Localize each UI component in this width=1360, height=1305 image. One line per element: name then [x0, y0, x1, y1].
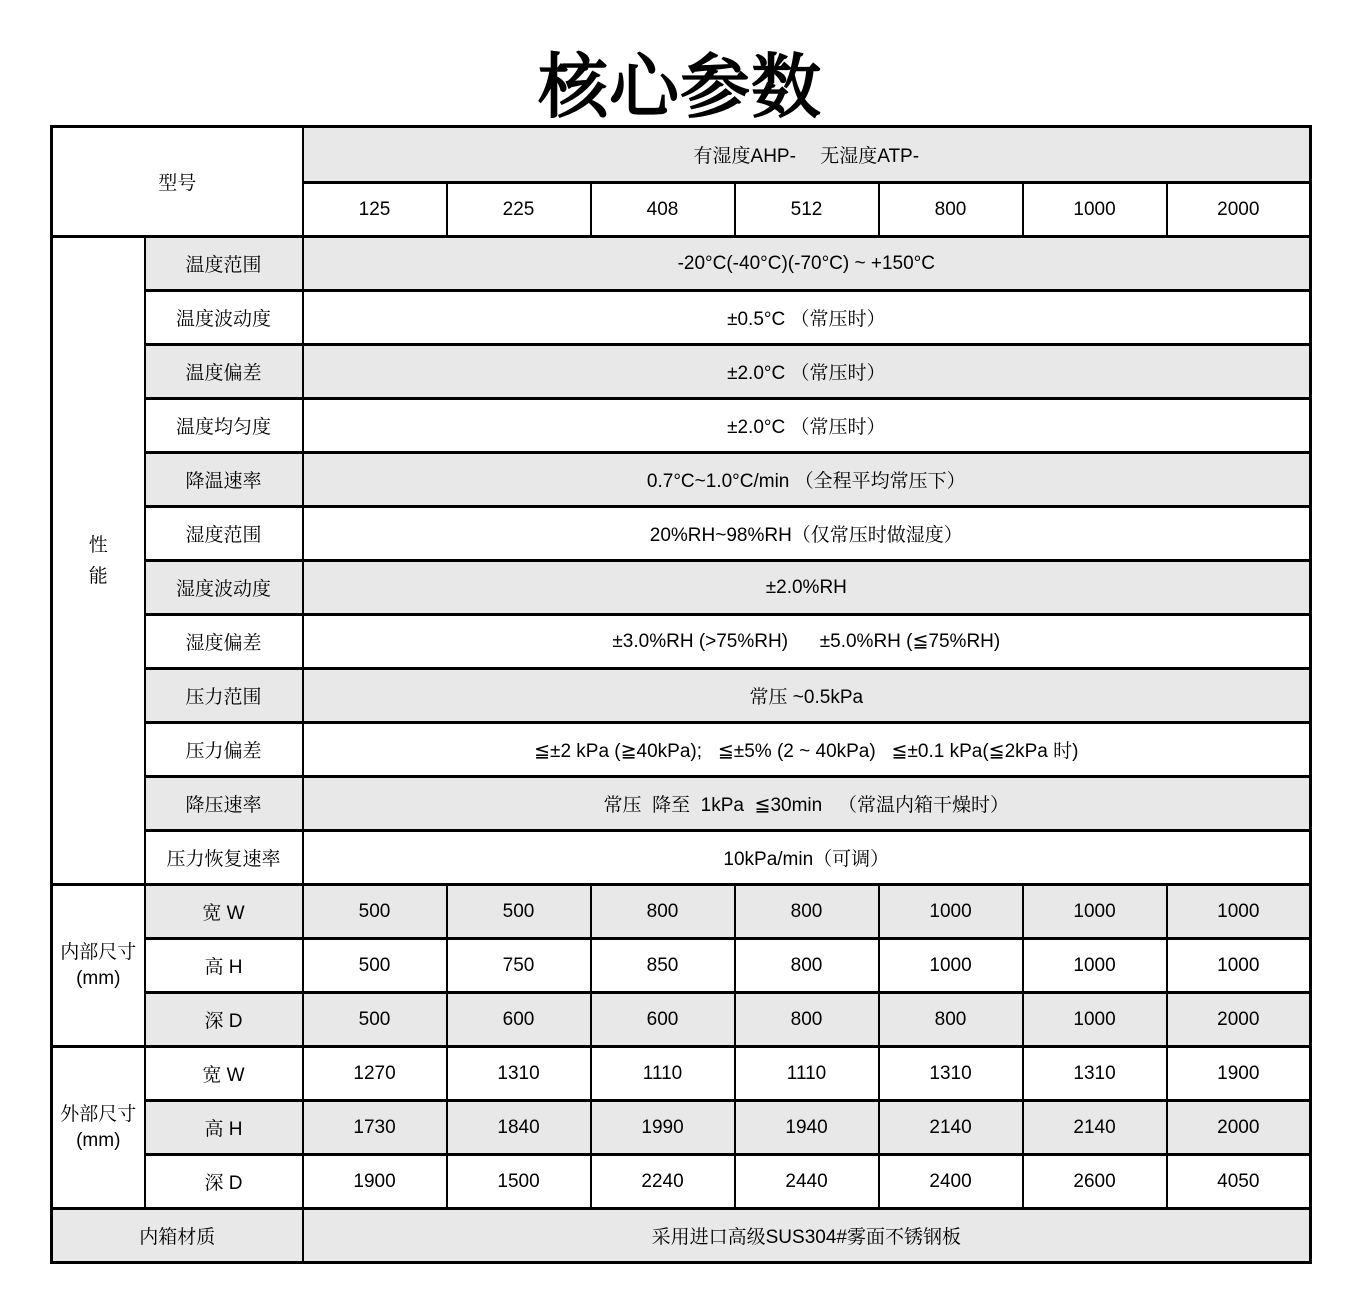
internal-dimensions-section-label [52, 885, 145, 1047]
table-row [52, 669, 1311, 723]
row-label: 高 H [145, 1101, 303, 1155]
table-row [52, 1047, 1311, 1101]
performance-section-label [52, 237, 145, 885]
model-number-cell: 225 [447, 183, 591, 237]
external-dimension-value: 1310 [879, 1047, 1023, 1101]
row-value: 常压 ~0.5kPa [303, 669, 1311, 723]
model-number-cell: 2000 [1167, 183, 1311, 237]
table-row [52, 399, 1311, 453]
table-row [52, 507, 1311, 561]
external-dimension-value: 2140 [879, 1101, 1023, 1155]
row-value: 采用进口高级SUS304#雾面不锈钢板 [303, 1209, 1311, 1263]
external-dimension-value: 4050 [1167, 1155, 1311, 1209]
row-value: ≦±2 kPa (≧40kPa); ≦±5% (2 ~ 40kPa) ≦±0.1 kPa(≦2kPa 时) [303, 723, 1311, 777]
table-row [52, 993, 1311, 1047]
row-label: 温度均匀度 [145, 399, 303, 453]
external-dimension-value: 2000 [1167, 1101, 1311, 1155]
section-label-unit: (mm) [76, 1129, 121, 1151]
external-dimension-value: 1270 [303, 1047, 447, 1101]
table-row [52, 1101, 1311, 1155]
internal-dimension-value: 2000 [1167, 993, 1311, 1047]
external-dimension-value: 1310 [1023, 1047, 1167, 1101]
internal-dimension-value: 1000 [1023, 939, 1167, 993]
table-row [52, 939, 1311, 993]
table-row [52, 831, 1311, 885]
table-row [52, 615, 1311, 669]
external-dimension-value: 2600 [1023, 1155, 1167, 1209]
row-value: ±0.5°C （常压时） [303, 291, 1311, 345]
internal-dimension-value: 1000 [1023, 993, 1167, 1047]
internal-dimension-value: 500 [447, 885, 591, 939]
external-dimension-value: 1500 [447, 1155, 591, 1209]
row-label: 湿度偏差 [145, 615, 303, 669]
header-row-series [52, 127, 1311, 183]
row-label: 湿度范围 [145, 507, 303, 561]
table-row [52, 723, 1311, 777]
row-label: 压力恢复速率 [145, 831, 303, 885]
row-value: 0.7°C~1.0°C/min （全程平均常压下） [303, 453, 1311, 507]
internal-dimension-value: 800 [735, 993, 879, 1047]
row-value: 20%RH~98%RH（仅常压时做湿度） [303, 507, 1311, 561]
external-dimension-value: 2240 [591, 1155, 735, 1209]
row-label: 降温速率 [145, 453, 303, 507]
row-label: 温度偏差 [145, 345, 303, 399]
page-title: 核心参数 [538, 48, 822, 126]
model-number-cell: 512 [735, 183, 879, 237]
internal-dimension-value: 500 [303, 993, 447, 1047]
row-value: 10kPa/min（可调） [303, 831, 1311, 885]
external-dimension-value: 1900 [1167, 1047, 1311, 1101]
model-number-cell: 1000 [1023, 183, 1167, 237]
row-label: 高 H [145, 939, 303, 993]
table-row [52, 345, 1311, 399]
table-row [52, 237, 1311, 291]
external-dimension-value: 2440 [735, 1155, 879, 1209]
external-dimension-value: 1940 [735, 1101, 879, 1155]
external-dimension-value: 2400 [879, 1155, 1023, 1209]
internal-dimension-value: 600 [447, 993, 591, 1047]
table-row [52, 561, 1311, 615]
table-row [52, 777, 1311, 831]
row-label: 宽 W [145, 885, 303, 939]
internal-dimension-value: 500 [303, 939, 447, 993]
row-value: ±2.0°C （常压时） [303, 399, 1311, 453]
internal-dimension-value: 850 [591, 939, 735, 993]
model-number-cell: 125 [303, 183, 447, 237]
row-label: 深 D [145, 1155, 303, 1209]
row-value: ±3.0%RH (>75%RH) ±5.0%RH (≦75%RH) [303, 615, 1311, 669]
model-header-label: 型号 [52, 127, 303, 237]
internal-dimension-value: 1000 [1023, 885, 1167, 939]
performance-label-char: 性 [88, 534, 108, 556]
row-label: 降压速率 [145, 777, 303, 831]
external-dimension-value: 1730 [303, 1101, 447, 1155]
external-dimension-value: 1110 [591, 1047, 735, 1101]
internal-dimension-value: 800 [591, 885, 735, 939]
row-label: 宽 W [145, 1047, 303, 1101]
table-row [52, 453, 1311, 507]
performance-label-char: 能 [88, 565, 108, 587]
table-row [52, 885, 1311, 939]
row-label: 压力范围 [145, 669, 303, 723]
table-row [52, 1155, 1311, 1209]
spec-table [50, 125, 1312, 1264]
table-row-material [52, 1209, 1311, 1263]
internal-dimension-value: 1000 [879, 939, 1023, 993]
internal-dimension-value: 500 [303, 885, 447, 939]
section-label-text: 内部尺寸 [60, 941, 137, 963]
internal-dimension-value: 800 [735, 885, 879, 939]
internal-dimension-value: 1000 [1167, 939, 1311, 993]
external-dimension-value: 1900 [303, 1155, 447, 1209]
internal-dimension-value: 750 [447, 939, 591, 993]
external-dimension-value: 1990 [591, 1101, 735, 1155]
external-dimensions-section-label [52, 1047, 145, 1209]
row-value: 常压 降至 1kPa ≦30min （常温内箱干燥时） [303, 777, 1311, 831]
external-dimension-value: 1310 [447, 1047, 591, 1101]
row-label: 湿度波动度 [145, 561, 303, 615]
row-label: 压力偏差 [145, 723, 303, 777]
row-label: 深 D [145, 993, 303, 1047]
row-value: -20°C(-40°C)(-70°C) ~ +150°C [303, 237, 1311, 291]
model-number-cell: 800 [879, 183, 1023, 237]
row-label: 内箱材质 [52, 1209, 303, 1263]
model-series-cell: 有湿度AHP- 无湿度ATP- [303, 127, 1311, 183]
internal-dimension-value: 800 [879, 993, 1023, 1047]
external-dimension-value: 2140 [1023, 1101, 1167, 1155]
external-dimension-value: 1110 [735, 1047, 879, 1101]
external-dimension-value: 1840 [447, 1101, 591, 1155]
internal-dimension-value: 800 [735, 939, 879, 993]
row-value: ±2.0%RH [303, 561, 1311, 615]
table-row [52, 291, 1311, 345]
section-label-unit: (mm) [76, 967, 121, 989]
internal-dimension-value: 1000 [1167, 885, 1311, 939]
internal-dimension-value: 1000 [879, 885, 1023, 939]
section-label-text: 外部尺寸 [60, 1103, 137, 1125]
row-label: 温度范围 [145, 237, 303, 291]
row-value: ±2.0°C （常压时） [303, 345, 1311, 399]
internal-dimension-value: 600 [591, 993, 735, 1047]
row-label: 温度波动度 [145, 291, 303, 345]
model-number-cell: 408 [591, 183, 735, 237]
